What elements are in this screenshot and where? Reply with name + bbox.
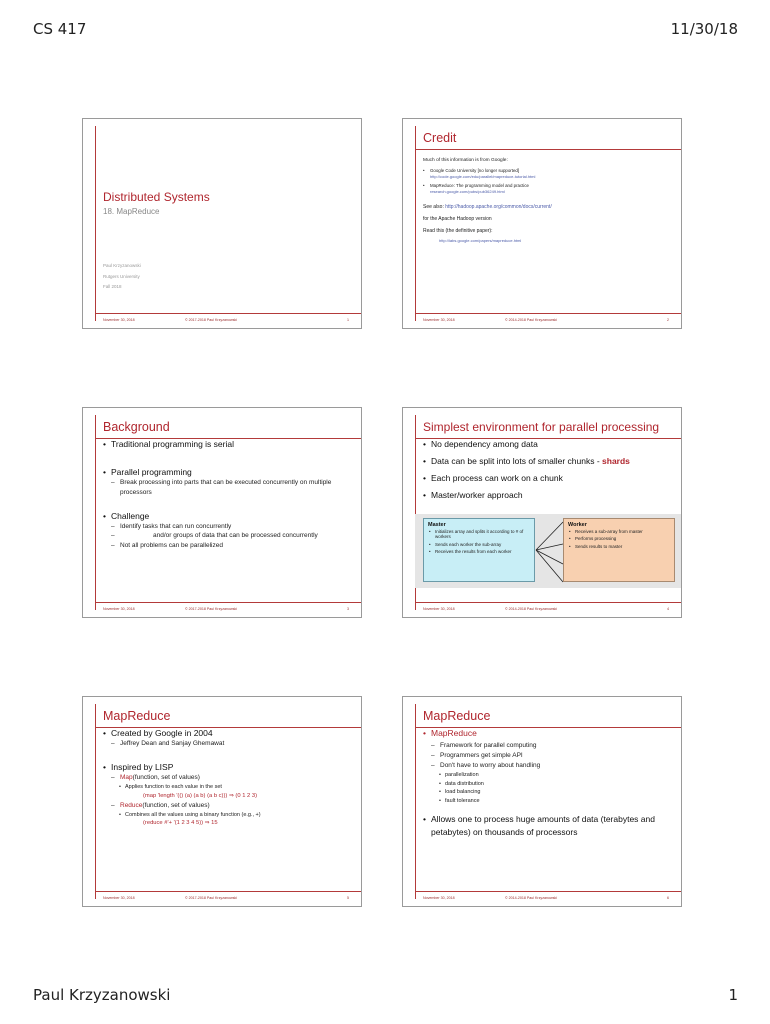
code-example: (map 'length '(() (a) (a b) (a b c))) ⇒ (0 1 2 3)	[143, 792, 258, 799]
sub-bullet: – Not all problems can be parallelized	[103, 541, 353, 551]
credit-bullet: • Google Code University [no longer supported]	[423, 168, 673, 174]
see-also-link[interactable]: http://hadoop.apache.org/common/docs/current/	[445, 204, 552, 210]
slide-institution: Rutgers University	[103, 274, 140, 279]
slide-credit	[402, 118, 682, 329]
page-number: 1	[728, 986, 738, 1004]
sub-bullet: – Reduce(function, set of values)	[103, 801, 353, 811]
bullet: • Created by Google in 2004	[103, 727, 353, 739]
master-worker-diagram	[415, 514, 682, 588]
worker-item: • Performs processing	[568, 536, 670, 541]
slide-main-title: Distributed Systems	[103, 190, 210, 204]
code-example: (reduce #'+ '(1 2 3 4 5)) ⇒ 15	[143, 820, 218, 826]
slide-title-text: Background	[103, 420, 170, 434]
bullet: • Master/worker approach	[423, 489, 673, 501]
slide-mapreduce-lisp	[82, 696, 362, 907]
sub-bullet: – Map(function, set of values)	[103, 773, 353, 783]
slide-title	[82, 118, 362, 329]
paper-link[interactable]: http://labs.google.com/papers/mapreduce.html	[439, 238, 522, 243]
course-label: CS 417	[33, 20, 87, 38]
bullet: • MapReduce	[423, 727, 673, 739]
slide-footer: November 30, 2018 © 2017-2018 Paul Krzyzanowski 1	[103, 318, 349, 322]
see-also-note: for the Apache Hadoop version	[423, 216, 492, 222]
slide-footer: November 30, 2018 © 2017-2018 Paul Krzyzanowski 5	[103, 896, 349, 900]
sub-sub-bullet: • parallelization	[423, 771, 673, 780]
bullet: • Parallel programming	[103, 466, 353, 478]
bullet: • Data can be split into lots of smaller chunks - shards	[423, 455, 673, 467]
master-title: Master	[428, 522, 446, 528]
slide-term: Fall 2018	[103, 284, 122, 289]
bullet: • No dependency among data	[423, 438, 673, 450]
sub-sub-bullet: • Applies function to each value in the set	[103, 783, 353, 792]
worker-title: Worker	[568, 522, 587, 528]
sub-bullet: – Identify tasks that can run concurrently	[103, 522, 353, 532]
master-item: • Receives the results from each worker	[428, 549, 530, 554]
credit-link[interactable]: research.google.com/pubs/pub36249.html	[430, 188, 505, 194]
worker-box	[563, 518, 675, 582]
slide-simplest-environment	[402, 407, 682, 618]
date-label: 11/30/18	[670, 20, 738, 38]
sub-sub-bullet: • load balancing	[423, 788, 673, 797]
slide-footer: November 30, 2018 © 2017-2018 Paul Krzyzanowski 3	[103, 607, 349, 611]
slide-title-text: Simplest environment for parallel processing	[423, 420, 660, 434]
sub-sub-bullet: • data distribution	[423, 780, 673, 789]
sub-bullet: – Jeffrey Dean and Sanjay Ghemawat	[103, 739, 353, 749]
worker-item: • Receives a sub-array from master	[568, 529, 670, 534]
sub-sub-bullet: • fault tolerance	[423, 797, 673, 806]
slide-background	[82, 407, 362, 618]
slide-footer: November 30, 2018 © 2014-2018 Paul Krzyzanowski 4	[423, 607, 669, 611]
bullet: • Challenge	[103, 510, 353, 522]
sub-bullet: – Break processing into parts that can be executed concurrently on multiple processors	[103, 478, 353, 498]
bullet: • Traditional programming is serial	[103, 438, 353, 450]
read-this: Read this (the definitive paper):	[423, 228, 493, 234]
master-item: • Sends each worker the sub-array	[428, 542, 530, 547]
worker-item: • Sends results to master	[568, 544, 670, 549]
slide-subtitle: 18. MapReduce	[103, 207, 160, 216]
master-item: • Initializes array and splits it according to # of workers	[428, 529, 530, 540]
bullet: • Each process can work on a chunk	[423, 472, 673, 484]
sub-bullet: – Don't have to worry about handling	[423, 761, 673, 771]
bullet: • Allows one to process huge amounts of data (terabytes and petabytes) on thousands of processors	[423, 813, 673, 839]
slide-footer: November 30, 2018 © 2014-2018 Paul Krzyzanowski 2	[423, 318, 669, 322]
slide-title-text: Credit	[423, 131, 457, 145]
slide-title-text: MapReduce	[423, 709, 491, 723]
master-box	[423, 518, 535, 582]
sub-bullet: – Framework for parallel computing	[423, 741, 673, 751]
credit-bullet: • MapReduce: The programming model and practice	[423, 183, 673, 189]
sub-bullet-cont: – and/or groups of data that can be processed concurrently	[103, 531, 353, 541]
slide-mapreduce-framework	[402, 696, 682, 907]
author-footer: Paul Krzyzanowski	[33, 986, 171, 1004]
see-also-label: See also:	[423, 204, 444, 210]
slide-footer: November 30, 2018 © 2014-2018 Paul Krzyzanowski 6	[423, 896, 669, 900]
slide-author: Paul Krzyzanowski	[103, 263, 141, 268]
slide-title-text: MapReduce	[103, 709, 171, 723]
sub-sub-bullet: • Combines all the values using a binary function (e.g., +)	[103, 811, 353, 820]
credit-intro: Much of this information is from Google:	[423, 158, 508, 163]
bullet: • Inspired by LISP	[103, 761, 353, 773]
credit-link[interactable]: http://code.google.com/edu/parallel/mapreduce-tutorial.html	[430, 174, 536, 179]
sub-bullet: – Programmers get simple API	[423, 751, 673, 761]
